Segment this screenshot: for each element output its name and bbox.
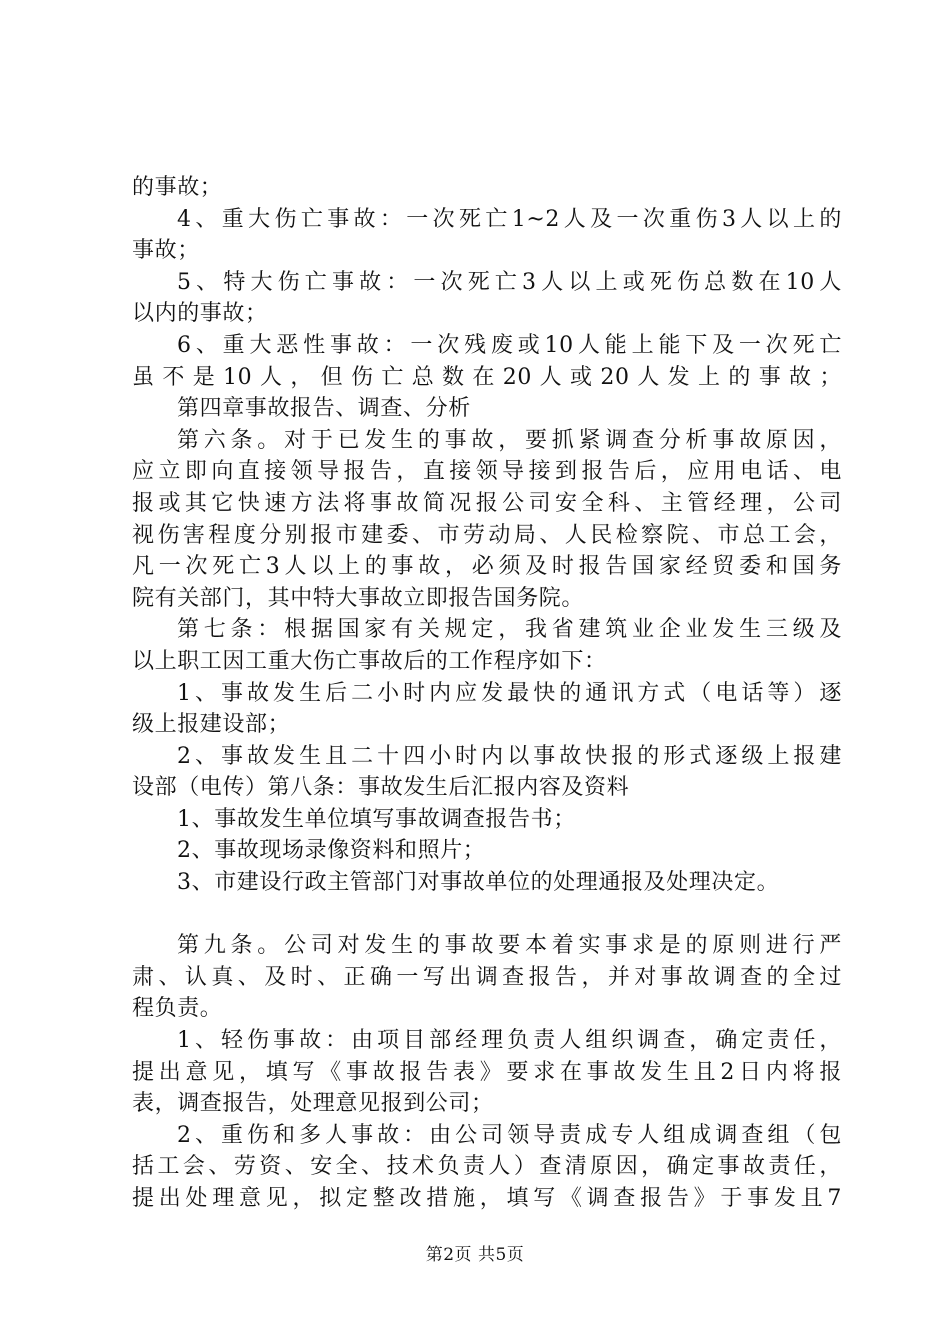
text-line: 以上职工因工重大伤亡事故后的工作程序如下： [132, 648, 607, 674]
text-line: 提出意见，填写《事故报告表》要求在事故发生且2日内将报 [132, 1059, 842, 1085]
document-body [132, 172, 842, 1215]
text-line: 级上报建设部； [132, 712, 291, 738]
text-line: 视伤害程度分别报市建委、市劳动局、人民检察院、市总工会， [132, 522, 842, 548]
text-line: 括工会、劳资、安全、技术负责人）查清原因，确定事故责任， [132, 1154, 842, 1180]
text-line: 第六条。对于已发生的事故，要抓紧调查分析事故原因， [177, 427, 842, 453]
text-line: 肃、认真、及时、正确一写出调查报告，并对事故调查的全过 [132, 964, 842, 990]
text-line: 1、事故发生后二小时内应发最快的通讯方式（电话等）逐 [177, 680, 842, 706]
text-line: 1、轻伤事故：由项目部经理负责人组织调查，确定责任， [177, 1028, 842, 1054]
text-line: 5、特大伤亡事故：一次死亡3人以上或死伤总数在10人 [177, 269, 842, 295]
text-line: 提出处理意见，拟定整改措施，填写《调查报告》于事发且7 [132, 1186, 842, 1211]
text-line: 6、重大恶性事故：一次残废或10人能上能下及一次死亡 [177, 332, 842, 358]
section-heading: 第四章事故报告、调查、分析 [177, 396, 471, 422]
text-line: 程负责。 [132, 996, 223, 1022]
text-line: 2、重伤和多人事故：由公司领导责成专人组成调查组（包 [177, 1122, 842, 1148]
text-line: 事故； [132, 238, 200, 264]
text-line: 3、市建设行政主管部门对事故单位的处理通报及处理决定。 [177, 870, 780, 896]
page-number: 第2页 共5页 [425, 1245, 525, 1265]
text-line: 以内的事故； [132, 301, 268, 327]
text-line: 的事故； [132, 175, 223, 200]
text-line: 4、重大伤亡事故：一次死亡1~2人及一次重伤3人以上的 [177, 206, 842, 232]
text-line: 第九条。公司对发生的事故要本着实事求是的原则进行严 [177, 933, 842, 959]
text-line: 表，调查报告，处理意见报到公司； [132, 1091, 494, 1117]
text-line: 报或其它快速方法将事故简况报公司安全科、主管经理，公司 [132, 490, 842, 516]
text-line: 1、事故发生单位填写事故调查报告书； [177, 806, 576, 832]
text-line: 2、事故现场录像资料和照片； [177, 838, 486, 864]
text-line: 2、事故发生且二十四小时内以事故快报的形式逐级上报建 [177, 743, 842, 769]
text-line: 凡一次死亡3人以上的事故，必须及时报告国家经贸委和国务 [132, 554, 842, 580]
text-line: 应立即向直接领导报告，直接领导接到报告后，应用电话、电 [132, 459, 842, 485]
text-line: 第七条：根据国家有关规定，我省建筑业企业发生三级及 [177, 617, 842, 643]
text-line: 设部（电传）第八条：事故发生后汇报内容及资料 [132, 775, 630, 801]
text-line: 院有关部门，其中特大事故立即报告国务院。 [132, 585, 585, 611]
text-line: 虽不是10人，但伤亡总数在20人或20人发上的事故； [132, 364, 842, 390]
paragraph-gap [132, 899, 842, 931]
